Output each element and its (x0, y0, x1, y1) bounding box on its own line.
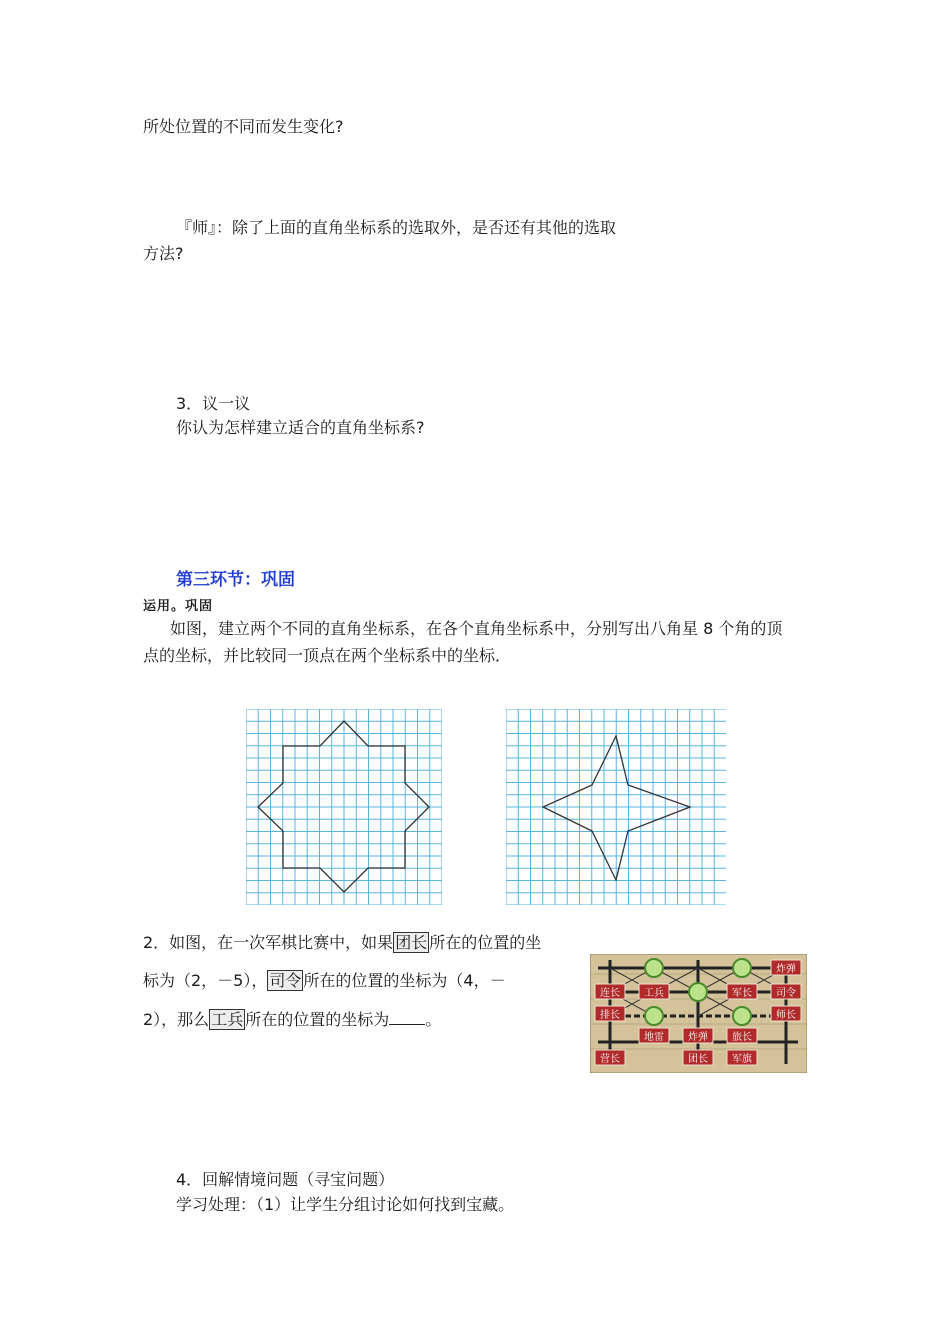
board-piece-label: 地雷 (644, 1032, 664, 1043)
sub-heading: 运用。巩固 (143, 599, 214, 614)
exercise-1-line1: 如图，建立两个不同的直角坐标系，在各个直角坐标系中，分别写出八角星 8 个角的顶 (170, 619, 783, 638)
board-piece-label: 工兵 (644, 988, 664, 999)
board-piece (683, 1028, 713, 1043)
ex2-text: 所在的位置的坐标为（4，－ (303, 971, 506, 990)
ex2-text: 标为（2，－5）， (143, 971, 268, 990)
board-piece (771, 960, 801, 975)
section-3-question: 你认为怎样建立适合的直角坐标系? (176, 418, 425, 437)
board-piece (639, 1028, 669, 1043)
board-piece (727, 984, 757, 999)
section-4-title: 4．回解情境问题（寻宝问题） (176, 1170, 395, 1189)
board-piece (595, 1006, 625, 1021)
ex2-text: 所在的位置的坐标为 (245, 1010, 390, 1029)
board-piece-label: 营长 (600, 1054, 620, 1065)
board-piece-label: 旅长 (732, 1032, 752, 1043)
section-heading: 第三环节：巩固 (176, 570, 295, 590)
board-piece-label: 炸弹 (776, 964, 796, 975)
board-piece (727, 1028, 757, 1043)
board-piece (727, 1050, 757, 1065)
board-piece-label: 司令 (776, 988, 796, 999)
board-piece (683, 1050, 713, 1065)
grid-figure-four-point-star (506, 709, 726, 905)
ex2-text: 所在的位置的坐 (429, 933, 542, 952)
board-piece (639, 984, 669, 999)
board-piece-label: 炸弹 (688, 1032, 708, 1043)
exercise-2-line2 (143, 970, 506, 992)
board-piece-label: 师长 (776, 1010, 796, 1021)
board-piece-label: 军旗 (732, 1054, 752, 1065)
teacher-question-line1: 『师』：除了上面的直角坐标系的选取外，是否还有其他的选取 (176, 218, 617, 237)
board-piece (595, 1050, 625, 1065)
answer-blank[interactable] (389, 1008, 425, 1025)
piece-label-engineer: 工兵 (211, 1010, 244, 1029)
exercise-2-line3 (143, 1008, 441, 1031)
exercise-1-line2: 点的坐标，并比较同一顶点在两个坐标系中的坐标． (143, 646, 512, 665)
section-3-title: 3．议一议 (176, 394, 251, 413)
board-piece (595, 984, 625, 999)
exercise-2-line1 (143, 932, 541, 954)
section-4-text: 学习处理：（1）让学生分组讨论如何找到宝藏。 (176, 1195, 515, 1214)
grid-figure-eight-point-star (246, 709, 442, 905)
army-chess-board (590, 954, 807, 1073)
piece-label-regiment: 团长 (395, 933, 428, 952)
paragraph-position-change: 所处位置的不同而发生变化? (143, 117, 344, 136)
ex2-text: 2），那么 (143, 1010, 210, 1029)
board-piece-label: 团长 (688, 1054, 708, 1065)
board-piece (771, 1006, 801, 1021)
piece-label-commander: 司令 (269, 971, 302, 990)
teacher-question-line2: 方法? (143, 244, 184, 263)
board-piece-label: 排长 (600, 1010, 620, 1021)
board-piece-label: 连长 (600, 988, 620, 999)
board-piece-label: 军长 (732, 988, 752, 999)
board-piece (771, 984, 801, 999)
ex2-text: 2．如图，在一次军棋比赛中，如果 (143, 933, 394, 952)
ex2-text: 。 (425, 1010, 442, 1029)
